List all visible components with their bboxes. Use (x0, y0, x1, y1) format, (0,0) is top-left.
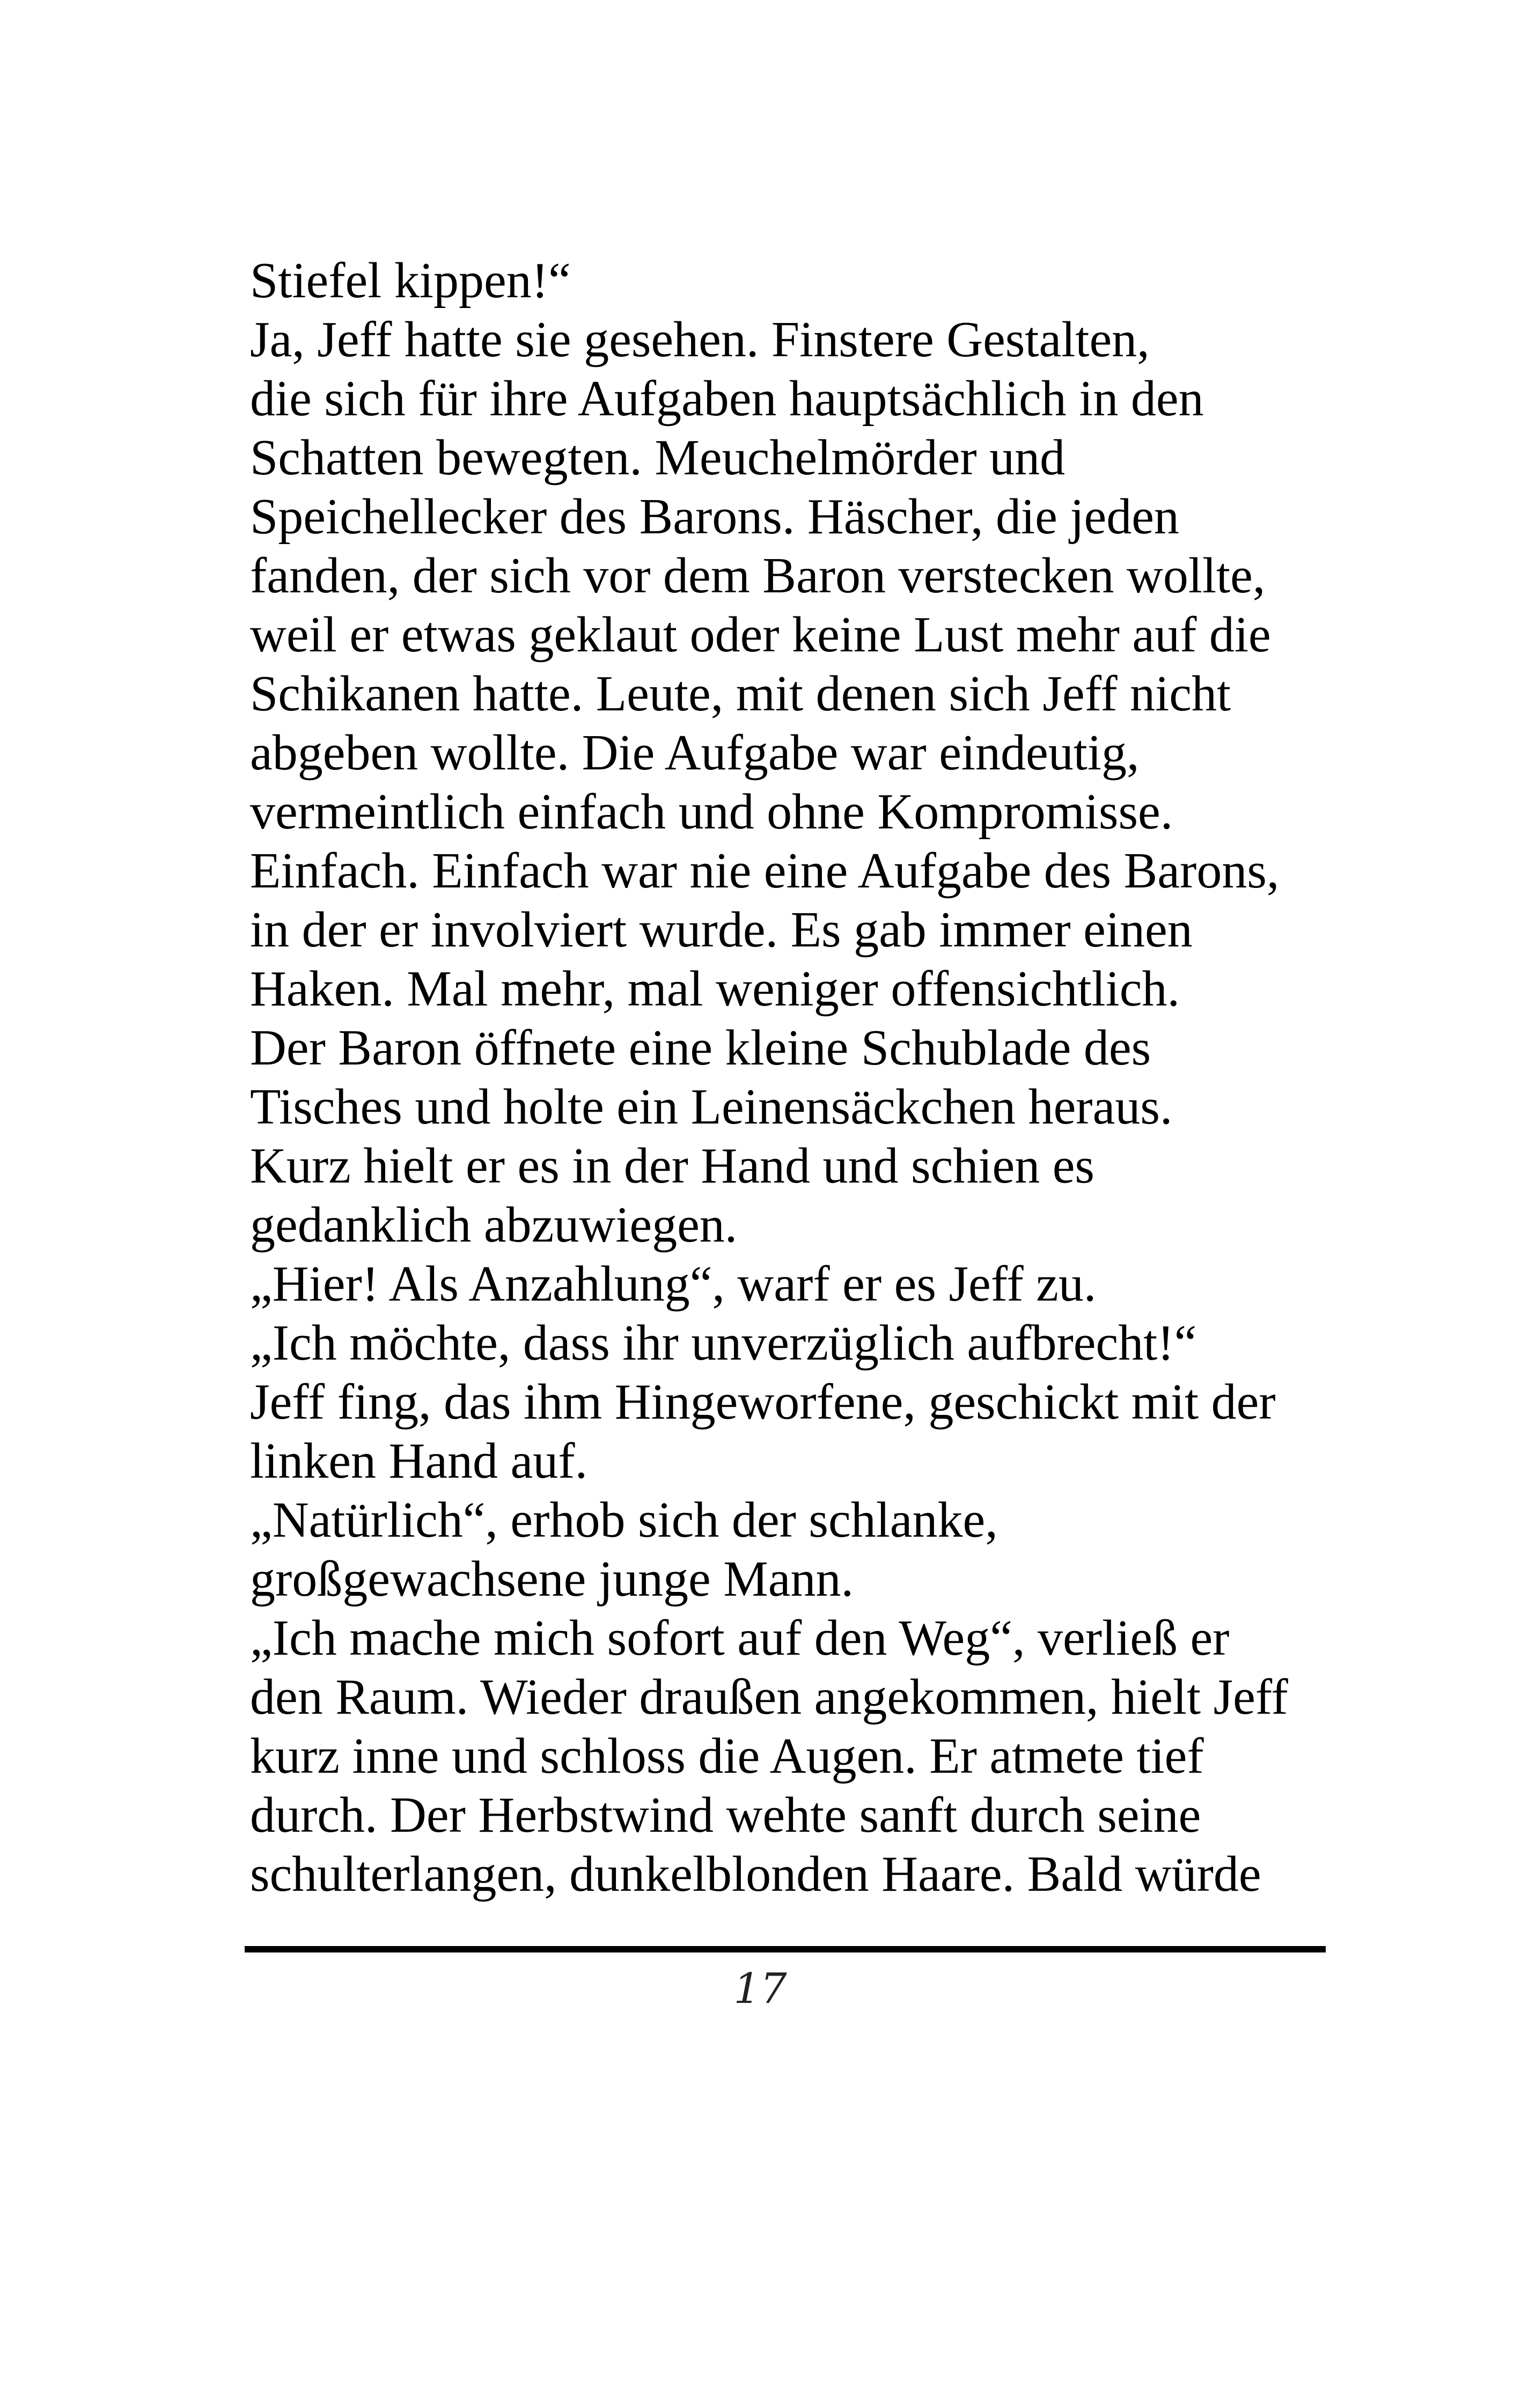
text-line: kurz inne und schloss die Augen. Er atmete tief (250, 1728, 1204, 1784)
text-line: großgewachsene junge Mann. (250, 1551, 854, 1607)
text-line: „Hier! Als Anzahlung“, warf er es Jeff zu. (250, 1256, 1097, 1312)
text-line: Ja, Jeff hatte sie gesehen. Finstere Gestalten, (250, 312, 1150, 368)
text-line: fanden, der sich vor dem Baron verstecken wollte, (250, 548, 1266, 604)
text-line: Einfach. Einfach war nie eine Aufgabe des Barons, (250, 843, 1280, 899)
text-line: abgeben wollte. Die Aufgabe war eindeutig, (250, 725, 1140, 781)
text-line: Haken. Mal mehr, mal weniger offensichtlich. (250, 961, 1180, 1017)
text-line: vermeintlich einfach und ohne Kompromisse. (250, 784, 1173, 840)
text-line: Schikanen hatte. Leute, mit denen sich Jeff nicht (250, 666, 1231, 722)
text-line: den Raum. Wieder draußen angekommen, hielt Jeff (250, 1669, 1288, 1725)
text-line: Speichellecker des Barons. Häscher, die jeden (250, 489, 1179, 545)
text-line: Jeff fing, das ihm Hingeworfene, geschickt mit der (250, 1374, 1276, 1430)
text-line: weil er etwas geklaut oder keine Lust mehr auf die (250, 607, 1271, 663)
text-line: die sich für ihre Aufgaben hauptsächlich in den (250, 371, 1204, 427)
text-line: Stiefel kippen!“ (250, 253, 571, 309)
body-text (250, 251, 1339, 1904)
text-line: linken Hand auf. (250, 1433, 588, 1489)
text-line: Kurz hielt er es in der Hand und schien es (250, 1138, 1094, 1194)
text-line: in der er involviert wurde. Es gab immer einen (250, 902, 1193, 958)
text-line: „Ich mache mich sofort auf den Weg“, verließ er (250, 1610, 1230, 1666)
text-line: Der Baron öffnete eine kleine Schublade des (250, 1020, 1151, 1076)
text-line: gedanklich abzuwiegen. (250, 1197, 738, 1253)
text-line: „Ich möchte, dass ihr unverzüglich aufbrecht!“ (250, 1315, 1197, 1371)
text-line: „Natürlich“, erhob sich der schlanke, (250, 1492, 998, 1548)
text-line: Tisches und holte ein Leinensäckchen heraus. (250, 1079, 1173, 1135)
footer-divider (245, 1946, 1326, 1952)
text-line: Schatten bewegten. Meuchelmörder und (250, 430, 1066, 486)
text-line: durch. Der Herbstwind wehte sanft durch seine (250, 1787, 1201, 1843)
text-line: schulterlangen, dunkelblonden Haare. Bald würde (250, 1846, 1261, 1902)
page-number: 17 (733, 1965, 787, 2013)
